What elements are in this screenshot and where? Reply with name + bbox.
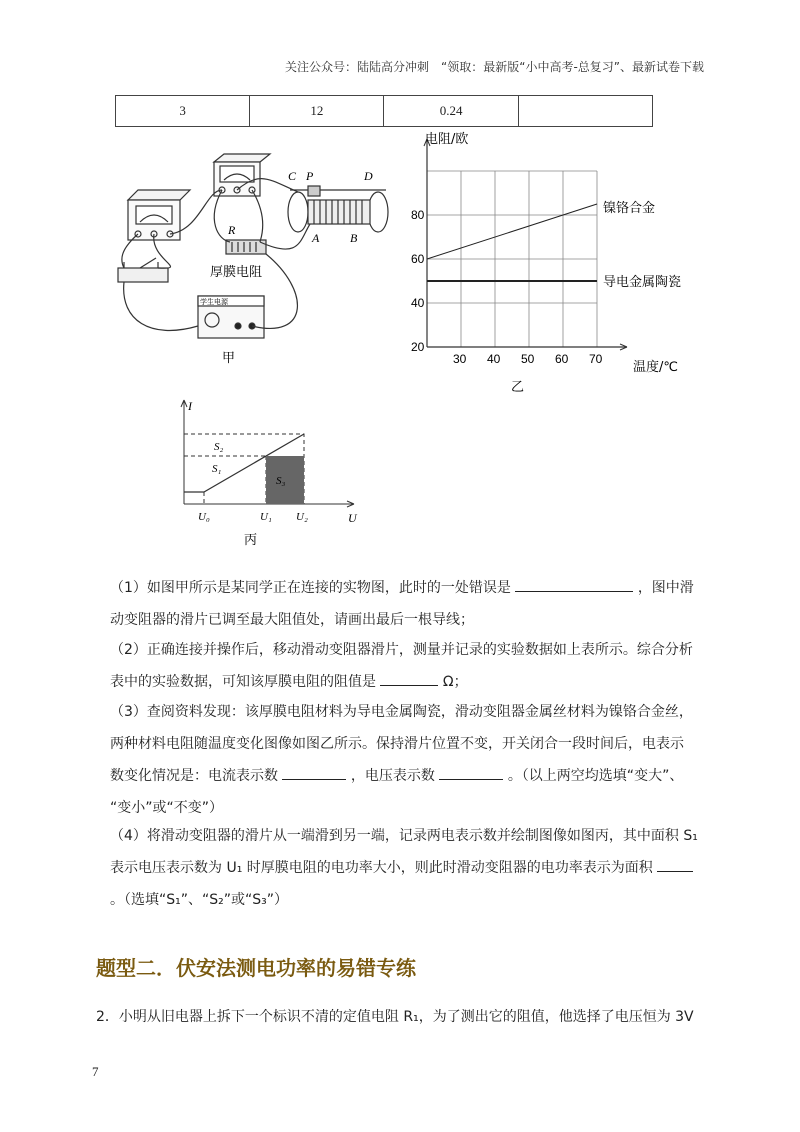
question-text: ，电压表示数 (350, 768, 435, 784)
figure-bing-graph (172, 392, 372, 552)
label-power-supply: 学生电源 (200, 298, 228, 306)
question-text: （4）将滑动变阻器的滑片从一端滑到另一端，记录两电表示数并绘制图像如图丙，其中面积 S₁ (110, 828, 698, 844)
question-text: （2）正确连接并操作后，移动滑动变阻器滑片，测量并记录的实验数据如上表所示。综合分析 (110, 642, 693, 658)
label-s2: S₂ (214, 441, 224, 453)
question-2 (110, 634, 710, 698)
label-c: C (288, 169, 297, 183)
x-tick-label: 50 (521, 352, 535, 366)
figure-yi-caption: 乙 (511, 380, 525, 395)
table-cell: 3 (116, 96, 250, 127)
question-text: 。（以上两空均选填“变大”、 (507, 768, 684, 784)
chart-grid (427, 171, 597, 347)
x-tick-label: 60 (555, 352, 569, 366)
page-number: 7 (92, 1064, 99, 1079)
question-text: （3）查阅资料发现：该厚膜电阻材料为导电金属陶瓷，滑动变阻器金属丝材料为镍铬合金丝， (110, 704, 693, 720)
label-film-resistor: 厚膜电阻 (210, 265, 263, 280)
y-tick-label: 40 (411, 296, 425, 310)
answer-blank[interactable] (515, 577, 633, 592)
question-text: 表中的实验数据，可知该厚膜电阻的阻值是 (110, 674, 376, 690)
data-table (115, 95, 653, 127)
question-next: 2．小明从旧电器上拆下一个标识不清的定值电阻 R₁，为了测出它的阻值，他选择了电压恒为 3V (96, 1009, 694, 1025)
answer-blank[interactable] (439, 765, 503, 780)
question-text: “变小”或“不变”） (110, 800, 224, 816)
label-r: R (228, 223, 236, 237)
question-line (110, 666, 710, 698)
question-text: 表示电压表示数为 U₁ 时厚膜电阻的电功率大小，则此时滑动变阻器的电功率表示为面积 (110, 860, 653, 876)
figure-jia-caption: 甲 (222, 351, 236, 366)
y-tick-label: 60 (411, 252, 425, 266)
table-cell: 0.24 (384, 96, 518, 127)
y-tick-label: 20 (411, 340, 425, 354)
x-tick-label: 40 (487, 352, 501, 366)
question-text: 。（选填“S₁”、“S₂”或“S₃”） (110, 892, 289, 908)
page-header: 关注公众号：陆陆高分冲刺 “领取：最新版“小中高考-总复习”、最新试卷下载 (285, 60, 704, 74)
axis-u-label: U (348, 511, 357, 525)
answer-blank[interactable] (657, 857, 693, 872)
label-b: B (350, 231, 358, 245)
y-tick-label: 80 (411, 208, 425, 222)
series-line (427, 204, 597, 259)
label-a: A (312, 231, 320, 245)
table-cell (518, 96, 652, 127)
answer-blank[interactable] (380, 671, 438, 686)
question-text: （1）如图甲所示是某同学正在连接的实物图，此时的一处错误是 (110, 580, 511, 596)
label-u1: U₁ (260, 511, 272, 523)
chart-series (427, 200, 681, 290)
label-p: P (306, 169, 314, 183)
table-row (116, 96, 653, 127)
x-tick-label: 70 (589, 352, 603, 366)
label-u2: U₂ (296, 511, 308, 523)
question-1 (110, 572, 710, 636)
question-line (110, 572, 710, 604)
question-line (110, 760, 710, 792)
chart-ylabel: 电阻/欧 (425, 132, 469, 147)
axis-i-label: I (188, 399, 192, 413)
section-title: 题型二．伏安法测电功率的易错专练 (96, 956, 416, 980)
series-label-ceramic: 导电金属陶瓷 (603, 275, 682, 290)
chart-ticks (411, 208, 603, 366)
series-label-nichrome: 镍铬合金 (603, 201, 656, 216)
figure-jia-circuit (110, 150, 400, 370)
label-u0: U₀ (198, 511, 210, 523)
question-text: 动变阻器的滑片已调至最大阻值处，请画出最后一根导线； (110, 612, 474, 628)
figure-bing-caption: 丙 (244, 533, 258, 548)
label-d: D (364, 169, 373, 183)
question-text: Ω； (442, 674, 468, 690)
x-tick-label: 30 (453, 352, 467, 366)
question-text: 两种材料电阻随温度变化图像如图乙所示。保持滑片位置不变，开关闭合一段时间后，电表示 (110, 736, 684, 752)
figure-yi-chart (405, 125, 695, 400)
label-s3: S₃ (276, 475, 286, 487)
question-text: ，图中滑 (637, 580, 694, 596)
question-text: 数变化情况是：电流表示数 (110, 768, 278, 784)
question-line (110, 852, 710, 884)
chart-xlabel: 温度/℃ (633, 360, 678, 375)
label-s1: S₁ (212, 463, 222, 475)
question-3 (110, 696, 710, 824)
question-4 (110, 820, 710, 916)
answer-blank[interactable] (282, 765, 346, 780)
table-cell: 12 (250, 96, 384, 127)
